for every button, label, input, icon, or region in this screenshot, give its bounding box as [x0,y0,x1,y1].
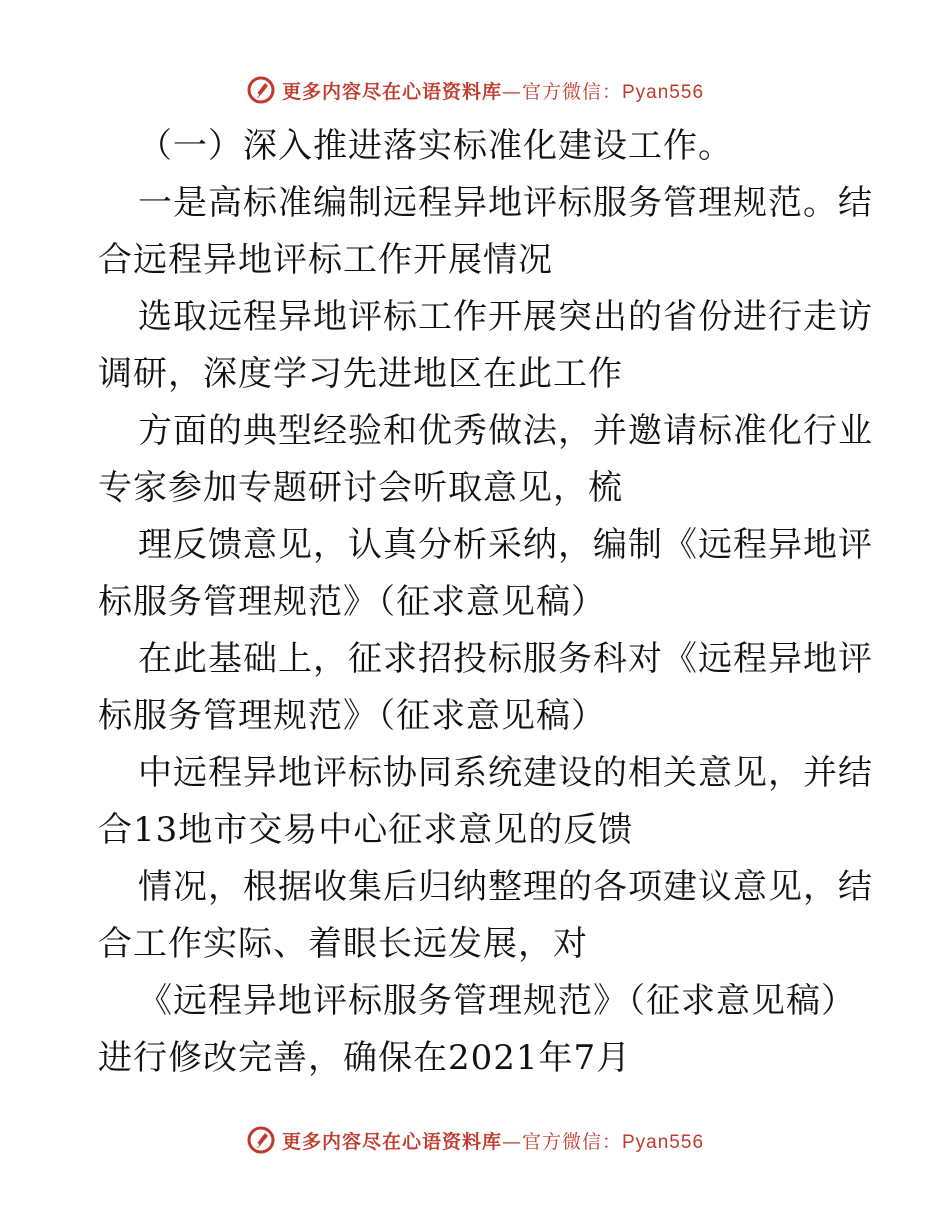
banner-wechat-id: Pyan556 [622,1131,705,1153]
banner-main-text: 更多内容尽在心语资料库 [281,80,502,103]
banner-sub-text: —官方微信： [501,1130,622,1153]
banner-main-text: 更多内容尽在心语资料库 [281,1130,502,1153]
document-body [98,118,873,1087]
banner-sub-text: —官方微信： [501,80,622,103]
paragraph-line: 在此基础上，征求招投标服务科对《远程异地评 [138,639,873,679]
banner-wechat-id: Pyan556 [622,81,705,103]
pen-logo-icon [246,1125,276,1155]
header-banner [0,70,950,110]
paragraph-line: 《远程异地评标服务管理规范》（征求意见稿） [138,981,856,1021]
paragraph-line: 合远程异地评标工作开展情况 [98,240,553,280]
paragraph-line: 标服务管理规范》（征求意见稿） [98,582,606,622]
paragraph-line: 一是高标准编制远程异地评标服务管理规范。结 [138,183,873,223]
paragraph-line: 合13地市交易中心征求意见的反馈 [98,810,634,850]
paragraph-line: 选取远程异地评标工作开展突出的省份进行走访 [138,297,873,337]
paragraph-line: 进行修改完善，确保在2021年7月 [98,1038,632,1078]
pen-logo-icon [246,75,276,105]
paragraph-line: 方面的典型经验和优秀做法，并邀请标准化行业 [138,411,873,451]
paragraph-line: 专家参加专题研讨会听取意见，梳 [98,468,623,508]
paragraph-line: 中远程异地评标协同系统建设的相关意见，并结 [138,753,873,793]
footer-banner [0,1120,950,1160]
paragraph-line: 合工作实际、着眼长远发展，对 [98,924,588,964]
section-heading: （一）深入推进落实标准化建设工作。 [138,126,733,166]
paragraph-line: 理反馈意见，认真分析采纳，编制《远程异地评 [138,525,873,565]
banner-text [282,1127,704,1154]
banner-text [282,77,704,104]
paragraph-line: 标服务管理规范》（征求意见稿） [98,696,606,736]
paragraph-line: 调研，深度学习先进地区在此工作 [98,354,623,394]
paragraph-line: 情况，根据收集后归纳整理的各项建议意见，结 [138,867,873,907]
